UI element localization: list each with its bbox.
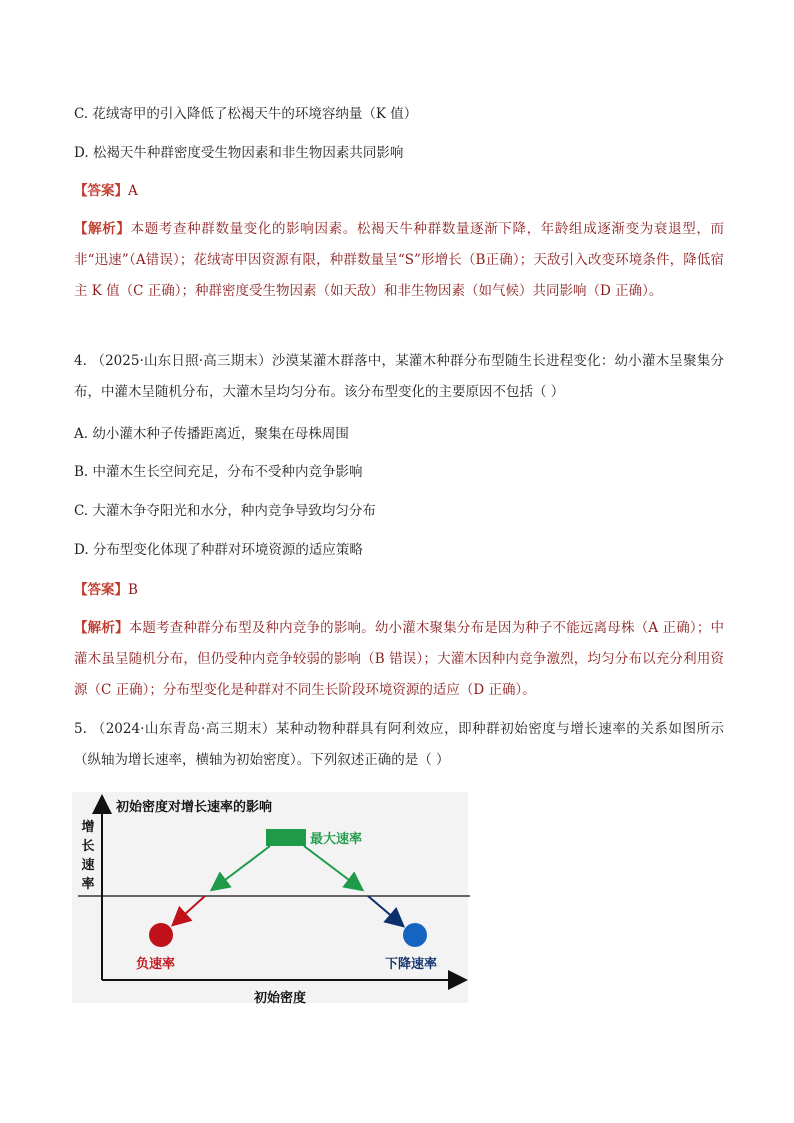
q4-analysis [74,613,724,706]
analysis-text: 本题考查种群数量变化的影响因素。松褐天牛种群数量逐渐下降，年龄组成逐渐变为衰退型，而非“迅速”（A错误）；花绒寄甲因资源有限，种群数量呈“S”形增长（B正确）；天敌引入改变环境条件，降低宿主 K 值（C 正确）；种群密度受生物因素（如天敌）和非生物因素（如气候）共同影响（D 正确）。 [74,221,724,299]
y-axis-label: 增 长 速 率 [81,820,95,892]
q3-analysis [74,214,724,307]
green-arrow-left [213,846,270,889]
q3-answer [74,180,724,202]
q4-option-a: A. 幼小灌木种子传播距离近，聚集在母株周围 [74,426,349,442]
q4-option-c: C. 大灌木争夺阳光和水分，种内竞争导致均匀分布 [74,503,376,519]
q5-stem: 5. （2024·山东青岛·高三期末）某种动物种群具有阿利效应，即种群初始密度与增长速率的关系如图所示（纵轴为增长速率，横轴为初始密度）。下列叙述正确的是（ ） [74,721,724,768]
q4-option-d: D. 分布型变化体现了种群对环境资源的适应策略 [74,542,363,558]
q3-option-d: D. 松褐天牛种群密度受生物因素和非生物因素共同影响 [74,145,404,161]
q3-option-c: C. 花绒寄甲的引入降低了松褐天牛的环境容纳量（K 值） [74,106,418,122]
red-arrow [174,896,205,924]
allee-effect-figure [72,792,472,1007]
figure-title: 初始密度对增长速率的影响 [116,800,273,815]
analysis-text: 本题考查种群分布型及种内竞争的影响。幼小灌木聚集分布是因为种子不能远离母株（A 正确）；中灌木虽呈随机分布，但仍受种内竞争较弱的影响（B 错误）；大灌木因种内竞争激烈，均匀分布以充分利用资源（C 正确）；分布型变化是种群对不同生长阶段环境资源的适应（D 正确）。 [74,620,724,698]
decreasing-rate-label: 下降速率 [385,957,438,972]
figure-graphics [72,792,472,1007]
negative-rate-label: 负速率 [136,957,176,972]
q4-option-b: B. 中灌木生长空间充足，分布不受种内竞争影响 [74,464,363,480]
answer-tag: 【答案】 [74,183,128,199]
q4-stem: 4. （2025·山东日照·高三期末）沙漠某灌木群落中，某灌木种群分布型随生长进程变化：幼小灌木呈聚集分布，中灌木呈随机分布，大灌木呈均匀分布。该分布型变化的主要原因不包括（ ） [74,353,724,400]
analysis-tag: 【解析】 [74,221,131,237]
blue-arrow [368,896,402,925]
green-arrow-right [304,846,361,889]
analysis-tag: 【解析】 [74,620,129,636]
answer-value: A [128,183,138,199]
x-axis-label: 初始密度 [254,991,307,1006]
max-rate-label: 最大速率 [310,832,363,847]
decreasing-rate-dot [403,923,427,947]
max-rate-box [266,829,306,846]
answer-tag: 【答案】 [74,582,128,598]
answer-value: B [128,582,138,598]
negative-rate-dot [149,923,173,947]
q4-answer [74,579,724,601]
